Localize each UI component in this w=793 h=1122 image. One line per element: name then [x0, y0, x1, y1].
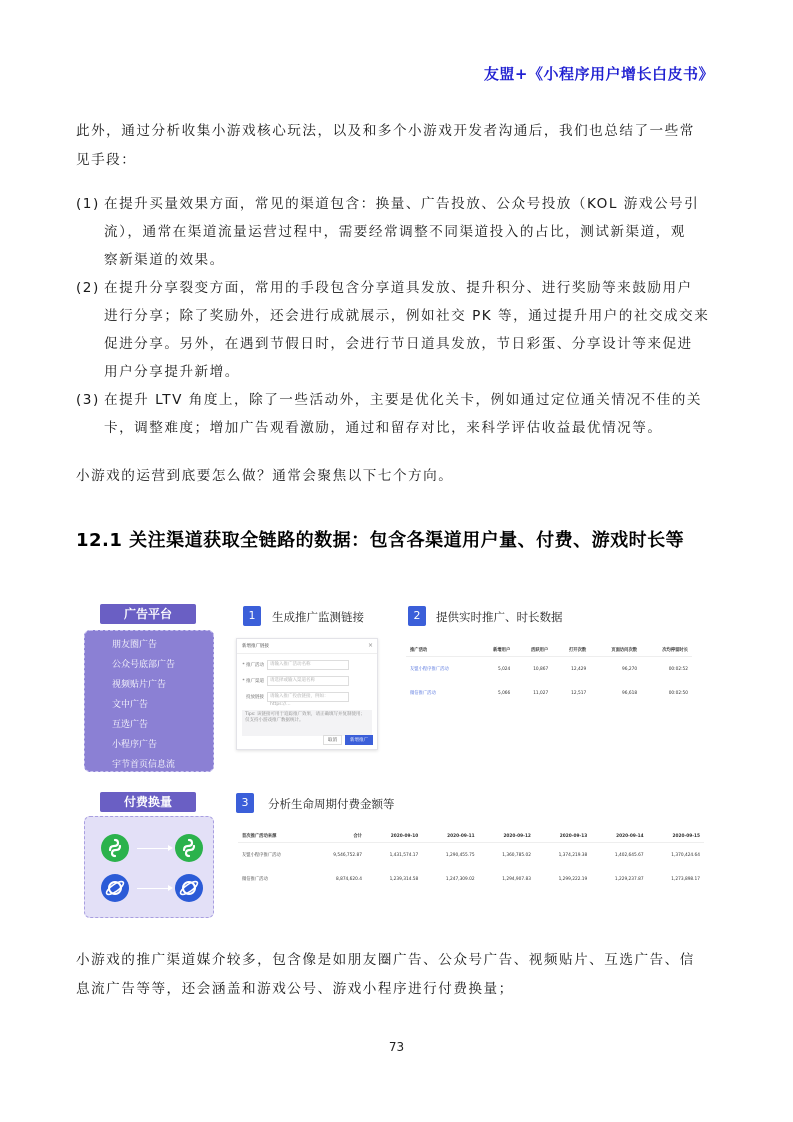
close-icon[interactable]: ×: [367, 642, 373, 649]
summary-paragraph: 小游戏的运营到底要怎么做？通常会聚焦以下七个方向。: [76, 468, 454, 484]
table-cell: 5,024: [497, 666, 511, 672]
table-header: 2020-09-13: [535, 830, 591, 843]
new-link-dialog: [236, 638, 378, 750]
table-cell: 1,299,222.19: [558, 876, 588, 882]
channel-input[interactable]: 请选择或输入渠道名称: [267, 676, 349, 686]
table-header: 首次推广活动来源: [238, 830, 310, 843]
intro-line-1: 此外，通过分析收集小游戏核心玩法，以及和多个小游戏开发者沟通后，我们也总结了一些常: [76, 123, 695, 139]
arrow-right-icon: [137, 888, 171, 889]
step-2-badge: 2: [408, 606, 426, 626]
step-2-title: 提供实时推广、时长数据: [436, 610, 563, 624]
table-cell: 1,402,645.67: [614, 852, 644, 858]
table-cell: 00:02:50: [668, 690, 688, 696]
table-row: [406, 657, 692, 682]
table-cell: 微信推广活动: [242, 877, 268, 882]
channel-item: 视频贴片广告: [112, 680, 167, 690]
table-header: 新增用户: [476, 644, 514, 657]
list-item-2: [76, 274, 716, 386]
field-label: * 推广活动: [242, 663, 264, 668]
table-cell: 5,066: [497, 690, 511, 696]
dialog-note: Tips: 该链接可用于追踪推广效果，请正确填写并复制使用；仅支持小游戏推广数据统计。: [242, 710, 372, 736]
list-number: (3): [76, 392, 100, 408]
table-cell: 1,370,424.64: [671, 852, 700, 858]
list-line: 在提升分享裂变方面，常用的手段包含分享道具发放、提升积分、进行奖励等来鼓励用户: [104, 280, 693, 296]
list-number: (2): [76, 280, 100, 296]
dialog-title: 新增推广链接: [242, 644, 269, 649]
table-cell: 1,431,574.17: [389, 852, 419, 858]
list-number: (1): [76, 196, 100, 212]
list-line: 察新渠道的效果。: [104, 252, 225, 268]
table-header: 2020-09-15: [648, 830, 704, 843]
ad-platform-tag: 广告平台: [100, 604, 196, 624]
planet-icon: [175, 874, 203, 902]
channel-item: 宇节首页信息流: [112, 760, 176, 770]
table-cell: 00:02:52: [668, 666, 688, 672]
after-line-2: 息流广告等等，还会涵盖和游戏公号、游戏小程序进行付费换量；: [76, 981, 514, 997]
arrow-right-icon: [137, 848, 171, 849]
table-cell: 12,517: [571, 690, 587, 696]
field-label: * 推广渠道: [242, 679, 264, 684]
pay-exchange-box: [84, 816, 214, 918]
lifecycle-payment-table: [238, 830, 704, 891]
list-item-1: [76, 190, 716, 274]
intro-paragraph: [76, 117, 716, 175]
after-figure-paragraph: [76, 946, 716, 1004]
realtime-data-table: [406, 644, 692, 705]
table-header: 次均停留时长: [641, 644, 692, 657]
mini-program-icon: [101, 834, 129, 862]
table-header: 2020-09-14: [591, 830, 647, 843]
table-header: 页面访问次数: [590, 644, 641, 657]
table-header: 活跃用户: [514, 644, 552, 657]
table-cell: 8,874,620.4: [335, 876, 362, 882]
list-line: 促进分享。另外，在遇到节假日时，会进行节日道具发放，节日彩蛋、分享设计等来促进: [104, 336, 693, 352]
table-cell: 1,273,898.17: [671, 876, 700, 882]
pay-exchange-tag: 付费换量: [100, 792, 196, 812]
channel-item: 小程序广告: [112, 740, 158, 750]
table-cell: 1,229,237.87: [614, 876, 644, 882]
campaign-input[interactable]: 请输入推广活动名称: [267, 660, 349, 670]
step-1-badge: 1: [243, 606, 261, 626]
link-input[interactable]: 请输入推广投放链接，例如：https://…: [267, 692, 349, 702]
table-row: [406, 681, 692, 705]
channel-item: 公众号底部广告: [112, 660, 176, 670]
list-line: 在提升 LTV 角度上，除了一些活动外，主要是优化关卡，例如通过定位通关情况不佳的关: [104, 392, 702, 408]
table-cell: 友盟小程序推广活动: [242, 853, 281, 858]
channel-item: 文中广告: [112, 700, 149, 710]
table-header: 推广活动: [406, 644, 476, 657]
list-line: 卡，调整难度；增加广告观看激励，通过和留存对比，来科学评估收益最优情况等。: [104, 420, 663, 436]
promotion-figure: [78, 598, 718, 928]
list-item-3: [76, 386, 716, 442]
table-cell: 11,027: [533, 690, 549, 696]
section-heading: 12.1 关注渠道获取全链路的数据：包含各渠道用户量、付费、游戏时长等: [76, 530, 685, 551]
table-header: 2020-09-10: [366, 830, 422, 843]
table-cell: 1,374,219.38: [558, 852, 588, 858]
intro-line-2: 见手段：: [76, 152, 137, 168]
table-cell[interactable]: 友盟小程序推广活动: [410, 667, 449, 672]
step-1-title: 生成推广监测链接: [272, 610, 364, 624]
planet-icon: [101, 874, 129, 902]
table-header: 2020-09-12: [479, 830, 535, 843]
table-cell: 1,294,907.83: [502, 876, 531, 882]
step-3-title: 分析生命周期付费金额等: [268, 797, 395, 811]
header-title: 友盟+《小程序用户增长白皮书》: [483, 65, 714, 83]
table-cell: 1,247,309.02: [445, 876, 475, 882]
list-line: 流），通常在渠道流量运营过程中，需要经常调整不同渠道投入的占比，测试新渠道，观: [104, 224, 686, 240]
table-cell: 10,867: [533, 666, 549, 672]
list-line: 在提升买量效果方面，常见的渠道包含：换量、广告投放、公众号投放（KOL 游戏公号引: [104, 196, 700, 212]
table-header: 打开次数: [552, 644, 590, 657]
table-cell: 96,618: [622, 690, 638, 696]
after-line-1: 小游戏的推广渠道媒介较多，包含像是如朋友圈广告、公众号广告、视频贴片、互选广告、信: [76, 952, 695, 968]
table-cell: 12,429: [571, 666, 587, 672]
table-cell: 9,546,752.87: [333, 852, 362, 858]
mini-program-icon: [175, 834, 203, 862]
cancel-button[interactable]: 取消: [323, 735, 342, 745]
channel-item: 互选广告: [112, 720, 149, 730]
table-header: 合计: [310, 830, 366, 843]
table-row: [238, 843, 704, 868]
step-3-badge: 3: [236, 793, 254, 813]
page-number: 73: [388, 1040, 405, 1054]
list-line: 进行分享；除了奖励外，还会进行成就展示，例如社交 PK 等，通过提升用户的社交成交来: [104, 308, 710, 324]
channel-item: 朋友圈广告: [112, 640, 158, 650]
table-cell: 96,270: [622, 666, 638, 672]
list-line: 用户分享提升新增。: [104, 364, 240, 380]
table-cell[interactable]: 微信推广活动: [410, 691, 436, 696]
field-label: 投放链接: [246, 695, 264, 700]
ad-channel-list: [84, 630, 214, 772]
table-cell: 1,360,785.02: [502, 852, 531, 858]
table-row: [238, 867, 704, 891]
table-header: 2020-09-11: [422, 830, 478, 843]
table-cell: 1,290,455.75: [445, 852, 475, 858]
add-promotion-button[interactable]: 新增推广: [345, 735, 373, 745]
table-cell: 1,239,314.58: [389, 876, 419, 882]
